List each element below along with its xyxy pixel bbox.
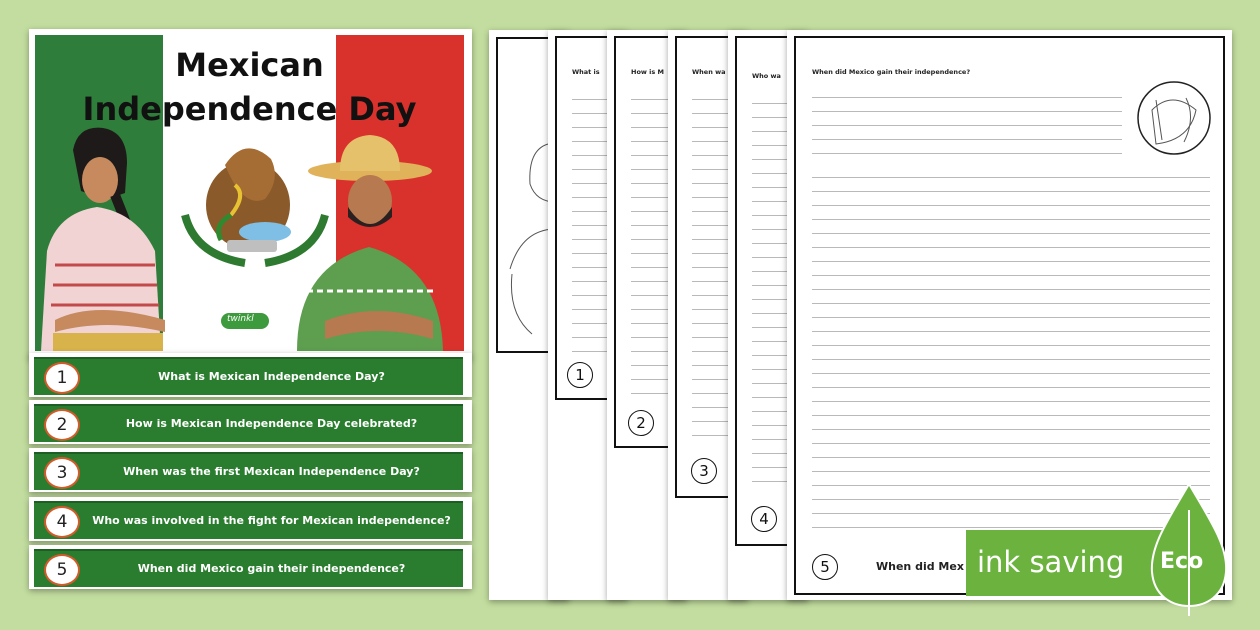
question-strip-5 (29, 545, 472, 589)
medallion-illustration (1134, 80, 1214, 160)
man-illustration (297, 135, 443, 351)
question-number-1: 1 (44, 362, 80, 394)
booklet-cover (29, 29, 472, 359)
woman-illustration (41, 128, 165, 351)
worksheet-2-question: How is M (631, 68, 665, 76)
worksheet-2-number: 2 (628, 410, 654, 436)
question-strip-3 (29, 448, 472, 492)
question-text-1: What is Mexican Independence Day? (158, 370, 385, 383)
worksheet-5-number: 5 (812, 554, 838, 580)
worksheet-5-question: When did Mexico gain their independence? (812, 68, 971, 76)
question-text-5: When did Mexico gain their independence? (137, 562, 406, 575)
question-number-3: 3 (44, 457, 80, 489)
question-strip-2 (29, 400, 472, 444)
question-number-2: 2 (44, 409, 80, 441)
question-text-4: Who was involved in the fight for Mexican independence? (92, 514, 451, 527)
writing-lines-top (812, 84, 1122, 164)
cover-title (35, 43, 464, 131)
question-number-4: 4 (44, 506, 80, 538)
question-text-2: How is Mexican Independence Day celebrated? (125, 417, 418, 430)
worksheet-3-question: When wa (692, 68, 726, 76)
cover-title-line1: Mexican (175, 46, 324, 84)
worksheet-4-question: Who wa (752, 72, 781, 80)
worksheet-1-question: What is (572, 68, 600, 76)
ink-saving-label: ink saving (977, 545, 1125, 579)
worksheet-5-footer-question: When did Mex (876, 560, 964, 573)
worksheet-1-number: 1 (567, 362, 593, 388)
twinkl-logo-text: twinkl (227, 314, 254, 324)
question-strip-1 (29, 353, 472, 397)
question-number-5: 5 (44, 554, 80, 586)
worksheet-4-number: 4 (751, 506, 777, 532)
cover-title-line2: Independence Day (82, 90, 417, 128)
eco-leaf-label: Eco (1160, 549, 1204, 574)
question-strip-4 (29, 497, 472, 541)
question-text-3: When was the first Mexican Independence Day? (123, 465, 420, 478)
eagle-emblem-icon (185, 148, 325, 263)
worksheet-3-number: 3 (691, 458, 717, 484)
